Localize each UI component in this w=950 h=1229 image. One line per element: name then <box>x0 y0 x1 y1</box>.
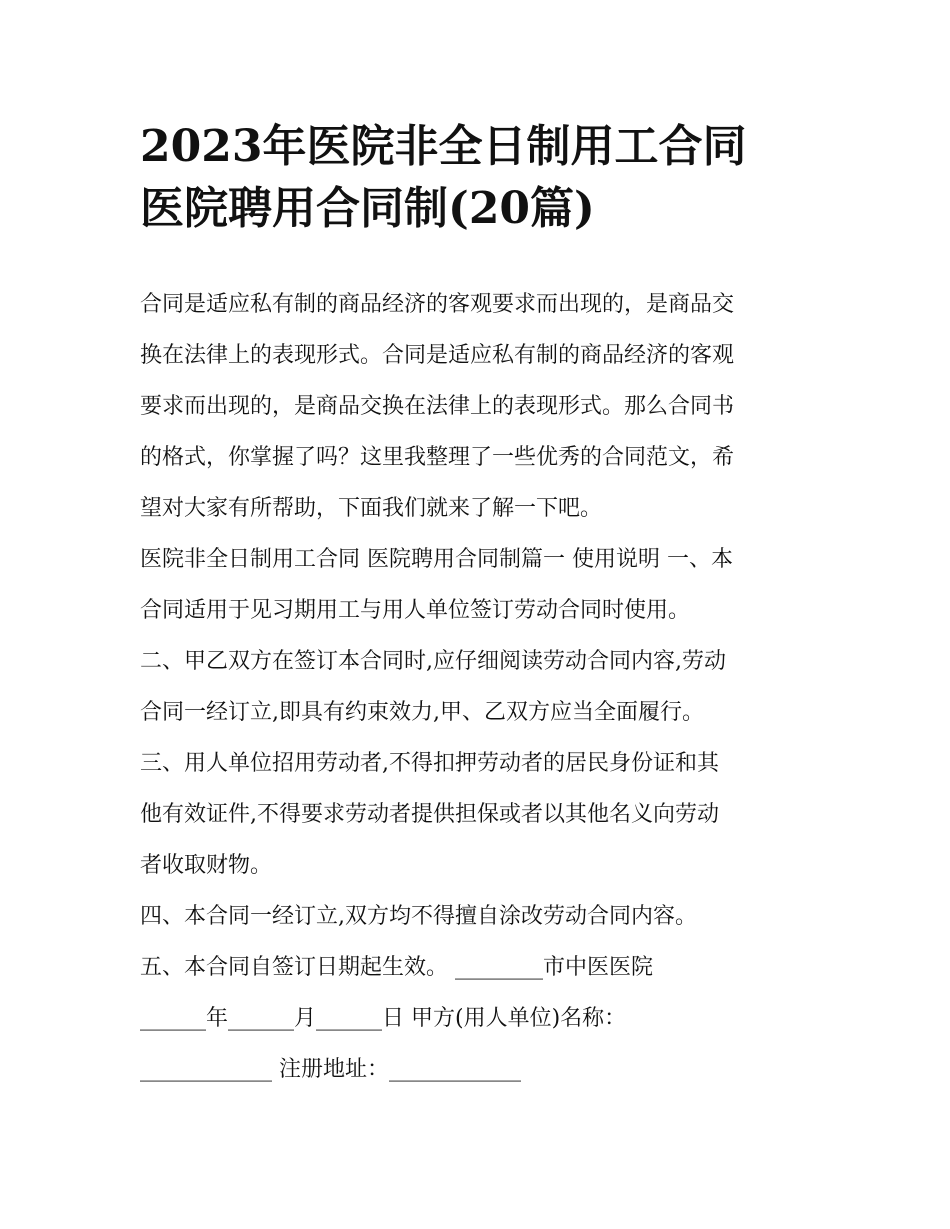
text-line: 二、甲乙双方在签订本合同时,应仔细阅读劳动合同内容,劳动 <box>140 649 726 674</box>
text-line: 三、用人单位招用劳动者,不得扣押劳动者的居民身份证和其 <box>140 751 719 776</box>
text-line: ____________ 注册地址：____________ <box>140 1057 521 1082</box>
text-line: 望对大家有所帮助，下面我们就来了解一下吧。 <box>140 496 603 521</box>
text-line: 要求而出现的，是商品交换在法律上的表现形式。那么合同书 <box>140 394 735 419</box>
text-line: 医院非全日制用工合同 医院聘用合同制篇一 使用说明 一、本 <box>140 547 733 572</box>
document-body <box>140 279 820 1095</box>
text-line: ______年______月______日 甲方(用人单位)名称： <box>140 1006 627 1031</box>
text-line: 换在法律上的表现形式。合同是适应私有制的商品经济的客观 <box>140 343 735 368</box>
text-line: 五、本合同自签订日期起生效。 ________市中医医院 <box>140 955 653 980</box>
text-line: 合同是适应私有制的商品经济的客观要求而出现的，是商品交 <box>140 292 735 317</box>
text-line: 四、本合同一经订立,双方均不得擅自涂改劳动合同内容。 <box>140 904 697 929</box>
text-line: 的格式，你掌握了吗？这里我整理了一些优秀的合同范文，希 <box>140 445 735 470</box>
title-line-2: 医院聘用合同制(20篇) <box>140 183 595 234</box>
page-title <box>140 116 820 240</box>
text-line: 者收取财物。 <box>140 853 273 878</box>
title-line-1: 2023年医院非全日制用工合同 <box>140 121 747 172</box>
text-line: 合同一经订立,即具有约束效力,甲、乙双方应当全面履行。 <box>140 700 704 725</box>
text-line: 他有效证件,不得要求劳动者提供担保或者以其他名义向劳动 <box>140 802 719 827</box>
text-line: 合同适用于见习期用工与用人单位签订劳动合同时使用。 <box>140 598 691 623</box>
